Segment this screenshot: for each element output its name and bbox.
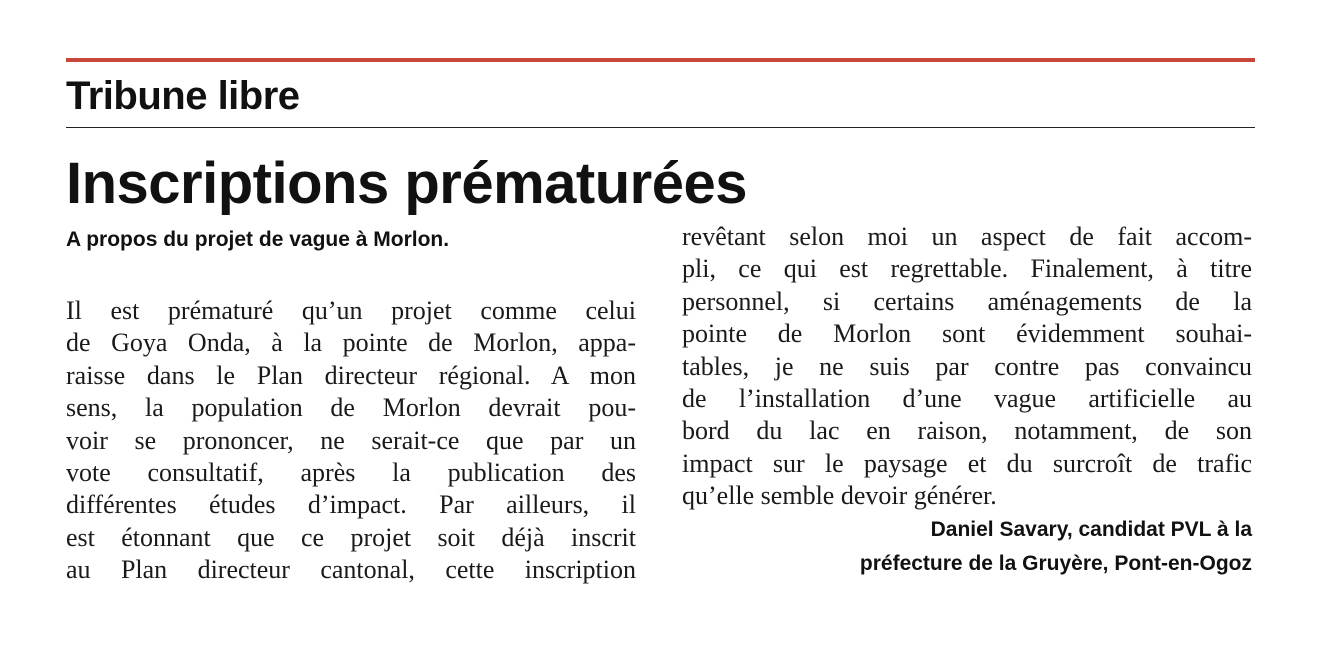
body-line: impact sur le paysage et du surcroît de trafic xyxy=(682,448,1252,478)
column-right xyxy=(682,221,1252,581)
body-line: de Goya Onda, à la pointe de Morlon, appa- xyxy=(66,328,636,358)
body-line: sens, la population de Morlon devrait pou- xyxy=(66,393,636,423)
body-line: voir se prononcer, ne serait-ce que par un xyxy=(66,425,636,455)
article-lead: A propos du projet de vague à Morlon. xyxy=(66,228,450,251)
body-line: pli, ce qui est regrettable. Finalement, à titre xyxy=(682,254,1252,284)
column-left xyxy=(66,221,636,587)
body-line: pointe de Morlon sont évidemment souhai- xyxy=(682,319,1252,349)
body-line: bord du lac en raison, notamment, de son xyxy=(682,416,1252,446)
body-line: raisse dans le Plan directeur régional. A mon xyxy=(66,360,636,390)
article-page xyxy=(66,58,1255,601)
article-headline: Inscriptions prématurées xyxy=(66,151,747,216)
body-line: personnel, si certains aménagements de la xyxy=(682,286,1252,316)
lead-spacer xyxy=(66,256,636,295)
author-signature xyxy=(682,513,1252,581)
signature-line-1: Daniel Savary, candidat PVL à la xyxy=(930,517,1252,541)
body-line: qu’elle semble devoir générer. xyxy=(682,481,997,511)
section-label: Tribune libre xyxy=(66,74,300,118)
accent-rule xyxy=(66,58,1255,62)
signature-line-2: préfecture de la Gruyère, Pont-en-Ogoz xyxy=(859,551,1252,575)
article-body xyxy=(66,221,1255,601)
section-divider xyxy=(66,127,1255,128)
body-line: différentes études d’impact. Par ailleurs, il xyxy=(66,490,636,520)
body-line: vote consultatif, après la publication des xyxy=(66,457,636,487)
body-line: revêtant selon moi un aspect de fait accom- xyxy=(682,222,1252,251)
body-line: est étonnant que ce projet soit déjà inscrit xyxy=(66,522,636,552)
body-line: au Plan directeur cantonal, cette inscription xyxy=(66,555,636,585)
body-line: de l’installation d’une vague artificielle au xyxy=(682,383,1252,413)
body-line: Il est prématuré qu’un projet comme celui xyxy=(66,296,636,325)
body-line: tables, je ne suis par contre pas convaincu xyxy=(682,351,1252,381)
